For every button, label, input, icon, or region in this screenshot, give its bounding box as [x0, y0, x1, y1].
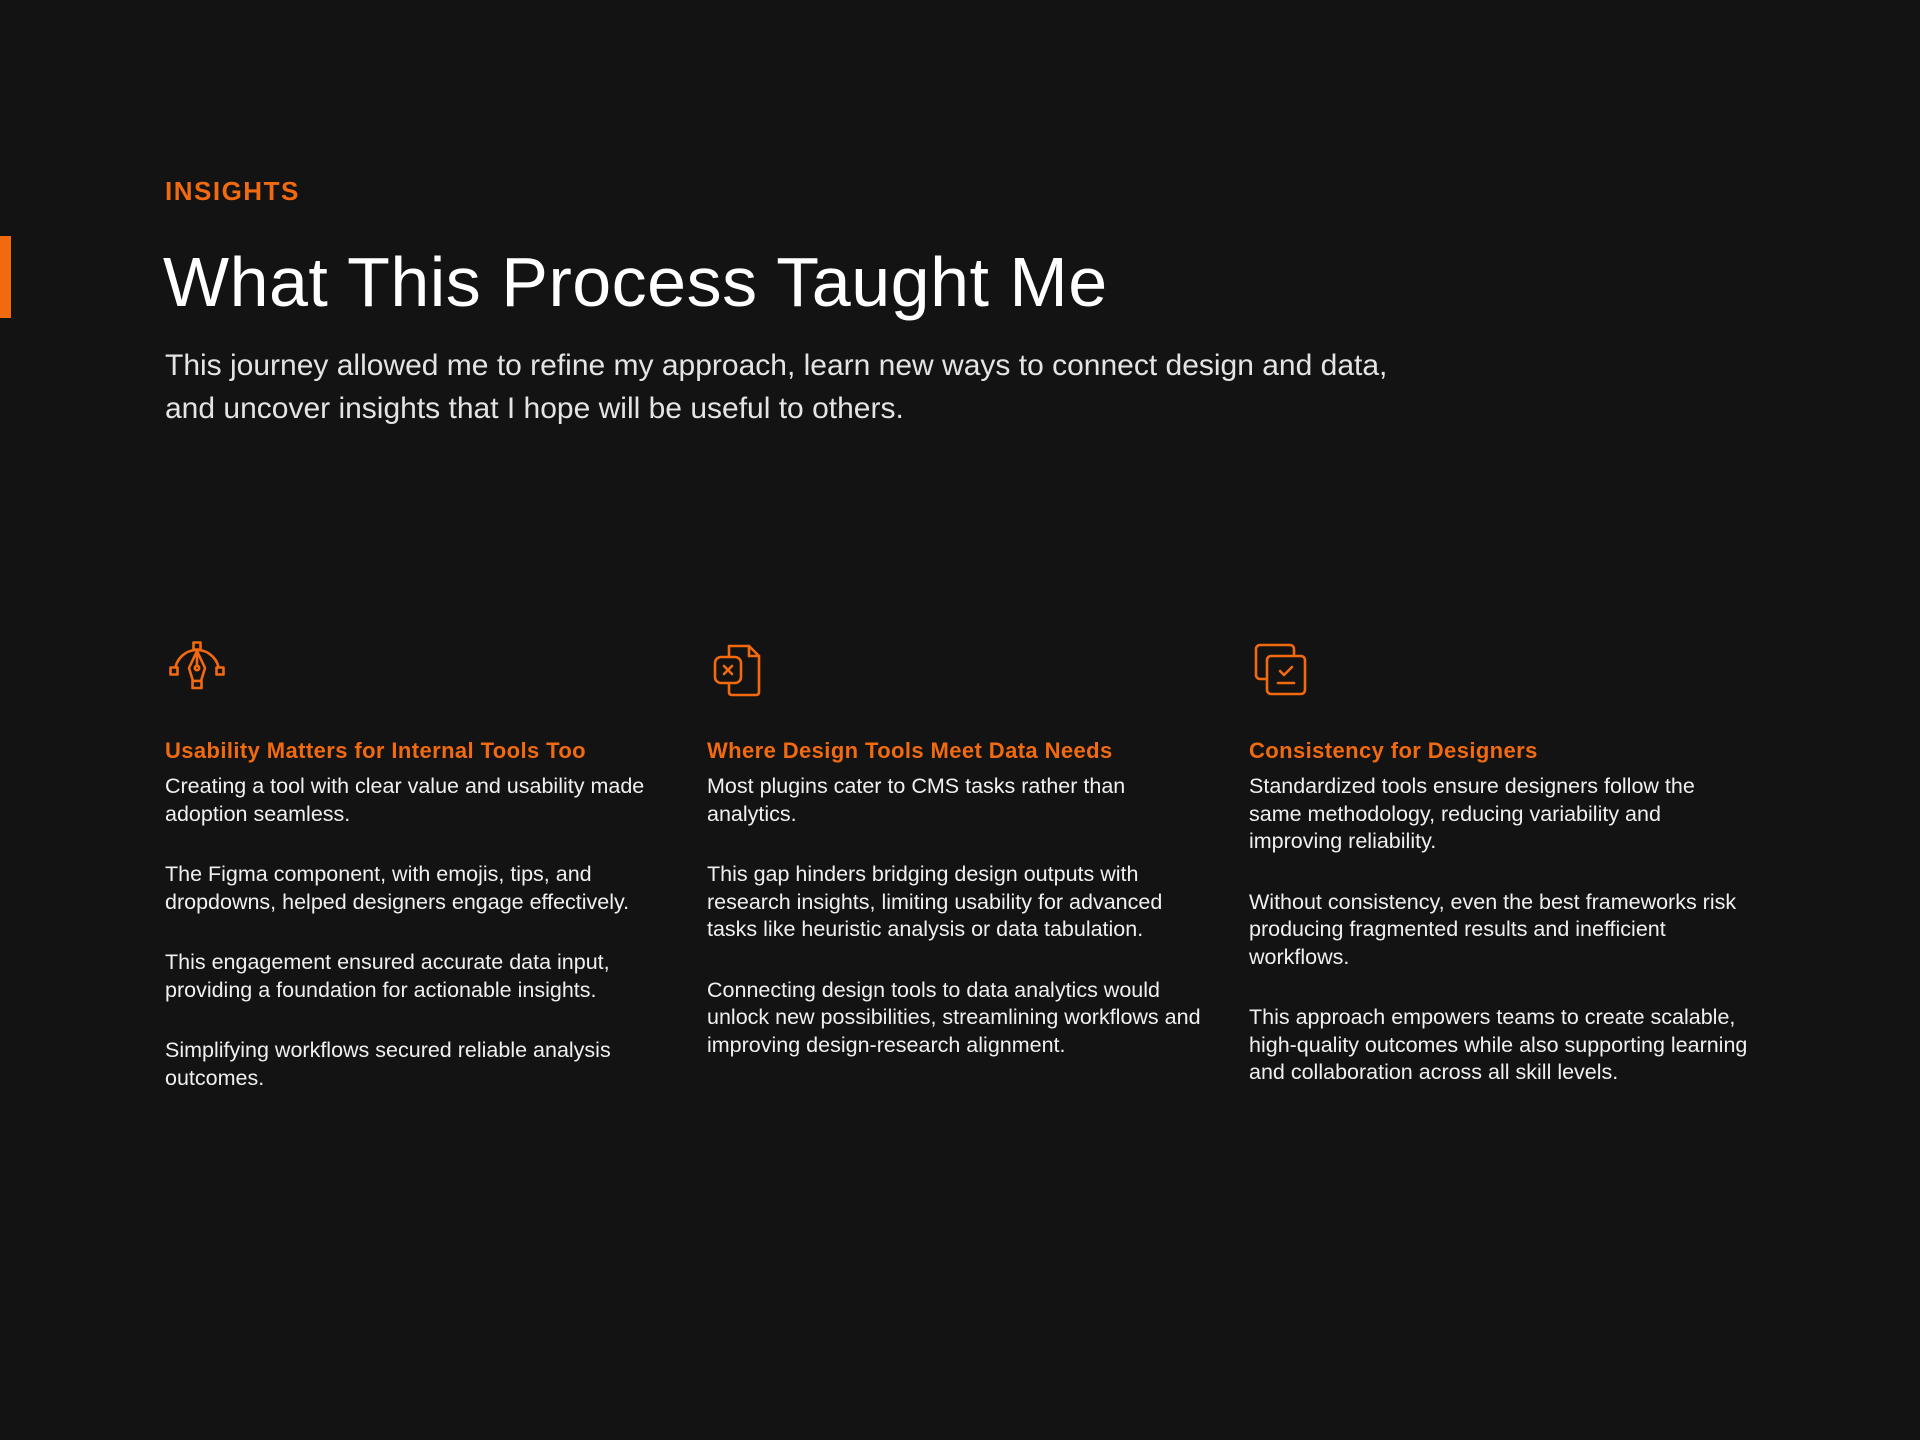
insight-paragraph: This approach empowers teams to create scalable, high-quality outcomes while also supporting learning and collaboration across all skill levels. [1249, 1005, 1748, 1084]
insight-paragraphs [707, 773, 1207, 1059]
accent-bar [0, 236, 11, 318]
pen-tool-icon [165, 638, 229, 702]
intro-text: This journey allowed me to refine my approach, learn new ways to connect design and data, and uncover insights that I hope will be useful to others. [165, 349, 1388, 425]
insight-paragraphs [165, 773, 665, 1092]
insight-paragraph: Standardized tools ensure designers follow the same methodology, reducing variability and improving reliability. [1249, 774, 1695, 853]
insight-paragraphs [1249, 773, 1749, 1087]
insight-column-usability [165, 638, 665, 1125]
insight-title: Where Design Tools Meet Data Needs [707, 738, 1113, 763]
insight-column-consistency [1249, 638, 1749, 1125]
insight-columns [165, 638, 1785, 1125]
insight-paragraph: Without consistency, even the best frameworks risk producing fragmented results and inefficient workflows. [1249, 889, 1737, 969]
insight-paragraph: Creating a tool with clear value and usability made adoption seamless. [165, 774, 645, 826]
file-x-icon [707, 638, 771, 702]
insight-paragraph: This gap hinders bridging design outputs with research insights, limiting usability for advanced tasks like heuristic analysis or data tabulation. [707, 862, 1163, 941]
insight-paragraph: Most plugins cater to CMS tasks rather than analytics. [707, 774, 1126, 826]
insight-paragraph: This engagement ensured accurate data input, providing a foundation for actionable insights. [165, 950, 610, 1002]
stacked-check-cards-icon [1249, 638, 1313, 702]
insight-paragraph: Simplifying workflows secured reliable analysis outcomes. [165, 1038, 611, 1090]
section-eyebrow: INSIGHTS [165, 176, 300, 206]
insight-title: Consistency for Designers [1249, 738, 1538, 763]
insight-title: Usability Matters for Internal Tools Too [165, 738, 587, 763]
insight-paragraph: Connecting design tools to data analytics would unlock new possibilities, streamlining workflows and improving design-research alignment. [707, 977, 1201, 1057]
page-title: What This Process Taught Me [163, 243, 1108, 321]
insight-paragraph: The Figma component, with emojis, tips, and dropdowns, helped designers engage effectively. [165, 862, 630, 914]
insight-column-data-needs [707, 638, 1207, 1125]
